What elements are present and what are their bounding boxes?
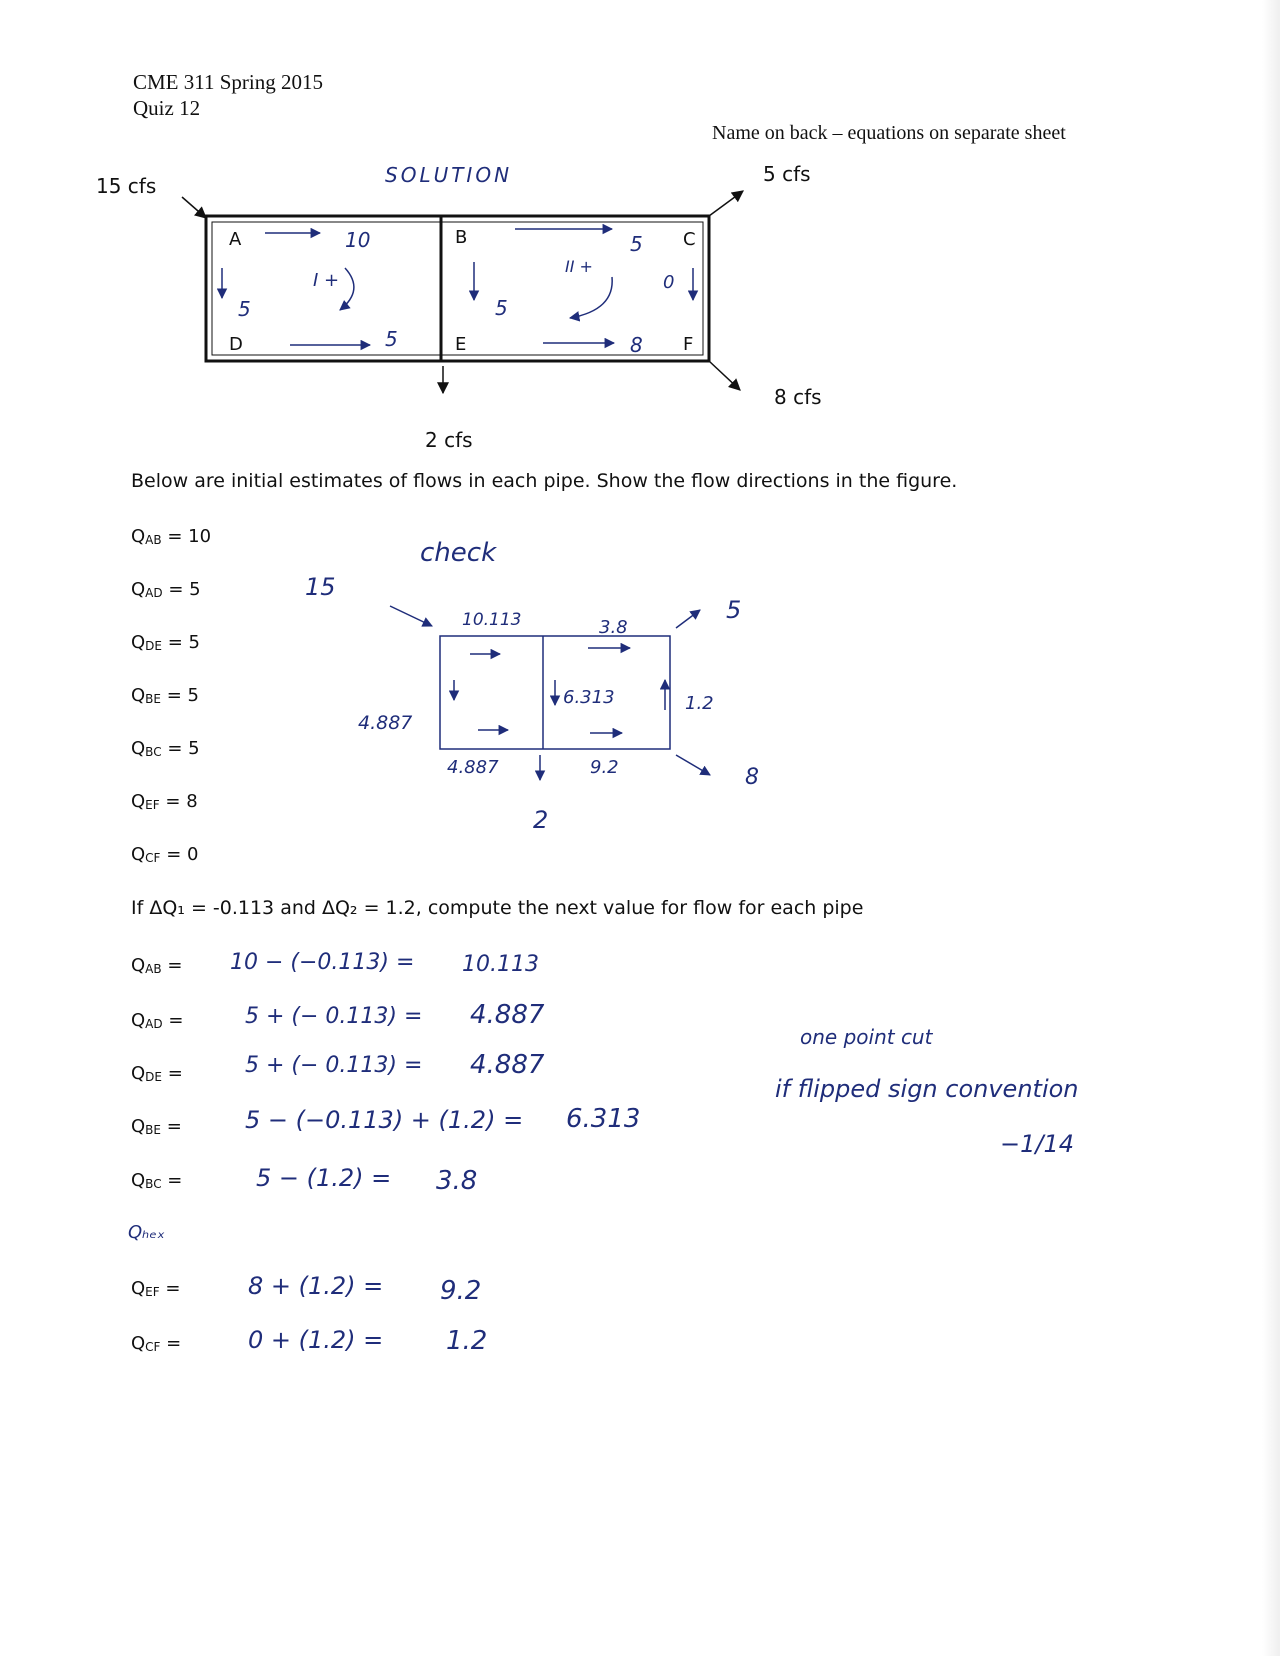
next-flow-de-work: 5 + (− 0.113) = — [245, 1053, 423, 1078]
grading-note-line2: if flipped sign convention — [775, 1075, 1079, 1103]
node-c: C — [683, 229, 696, 250]
check-cf: 1.2 — [685, 693, 714, 714]
next-flow-de-label: $Q_{DE}$ = — [131, 1063, 183, 1084]
course-title: CME 311 Spring 2015 — [133, 70, 323, 94]
next-flow-be-label: $Q_{BE}$ = — [131, 1116, 182, 1137]
label-cf: 0 — [663, 272, 675, 293]
check-ab: 10.113 — [462, 610, 522, 630]
next-flow-de-result: 4.887 — [470, 1050, 545, 1080]
next-flow-ad-result: 4.887 — [470, 1000, 545, 1030]
next-flow-ab-label: $Q_{AB}$ = — [131, 955, 183, 976]
check-out-e: 2 — [533, 806, 549, 834]
next-flow-cf-label: $Q_{CF}$ = — [131, 1333, 182, 1354]
header-note: Name on back – equations on separate sheet — [712, 122, 1066, 144]
struck-label: Qₕₑₓ — [128, 1222, 165, 1243]
initial-flow-cf: $Q_{CF} = 0$ — [131, 844, 199, 865]
loop-2-label: II + — [565, 257, 593, 276]
next-flow-ef-result: 9.2 — [440, 1276, 482, 1306]
outflow-e-label: 2 cfs — [425, 428, 473, 452]
next-flow-cf-result: 1.2 — [446, 1326, 488, 1356]
node-a: A — [229, 229, 242, 250]
check-title: check — [420, 538, 497, 568]
next-flow-be-result: 6.313 — [566, 1104, 641, 1134]
outflow-c-label: 5 cfs — [763, 162, 811, 186]
node-e: E — [455, 334, 467, 355]
label-de: 5 — [385, 327, 398, 351]
grading-note-line1: one point cut — [800, 1025, 933, 1049]
inflow-label: 15 cfs — [96, 174, 157, 198]
label-bc: 5 — [630, 232, 643, 256]
check-out-c: 5 — [726, 596, 742, 624]
next-flow-bc-result: 3.8 — [436, 1166, 478, 1196]
next-flow-ad-label: $Q_{AD}$ = — [131, 1010, 184, 1031]
check-ad: 4.887 — [358, 712, 413, 734]
quiz-title: Quiz 12 — [133, 96, 201, 120]
initial-flow-be: $Q_{BE} = 5$ — [131, 685, 199, 706]
initial-flow-ad: $Q_{AD} = 5$ — [131, 579, 201, 600]
next-flow-cf-work: 0 + (1.2) = — [248, 1326, 384, 1354]
label-ad: 5 — [238, 297, 251, 321]
initial-flow-bc: $Q_{BC} = 5$ — [131, 738, 200, 759]
label-ef: 8 — [630, 333, 643, 357]
grading-note-line3: −1/14 — [1000, 1130, 1075, 1158]
node-d: D — [229, 334, 243, 355]
outflow-f-label: 8 cfs — [774, 385, 822, 409]
solution-mark: SOLUTION — [385, 163, 513, 187]
next-flow-bc-work: 5 − (1.2) = — [256, 1164, 392, 1192]
node-b: B — [455, 227, 468, 248]
next-flow-ef-label: $Q_{EF}$ = — [131, 1278, 181, 1299]
node-f: F — [683, 334, 694, 355]
loop-1-label: I + — [313, 270, 340, 291]
initial-flow-ef: $Q_{EF} = 8$ — [131, 791, 198, 812]
check-ef: 9.2 — [590, 757, 619, 778]
check-de: 4.887 — [447, 757, 499, 778]
instructions-compute: If ΔQ₁ = -0.113 and ΔQ₂ = 1.2, compute the next value for flow for each pipe — [131, 897, 864, 919]
next-flow-ef-work: 8 + (1.2) = — [248, 1272, 384, 1300]
initial-flow-de: $Q_{DE} = 5$ — [131, 632, 200, 653]
next-flow-ab-result: 10.113 — [462, 952, 539, 977]
check-in: 15 — [305, 573, 336, 601]
next-flow-ab-work: 10 − (−0.113) = — [230, 950, 415, 975]
next-flow-ad-work: 5 + (− 0.113) = — [245, 1004, 423, 1029]
check-bc: 3.8 — [599, 617, 628, 638]
label-ab: 10 — [345, 228, 371, 252]
instructions-estimates: Below are initial estimates of flows in each pipe. Show the flow directions in the figure. — [131, 470, 958, 492]
initial-flow-ab: $Q_{AB} = 10$ — [131, 526, 212, 547]
label-be: 5 — [495, 296, 508, 320]
check-be: 6.313 — [563, 687, 615, 708]
check-out-f: 8 — [745, 765, 759, 790]
next-flow-bc-label: $Q_{BC}$ = — [131, 1170, 183, 1191]
next-flow-be-work: 5 − (−0.113) + (1.2) = — [245, 1106, 524, 1134]
